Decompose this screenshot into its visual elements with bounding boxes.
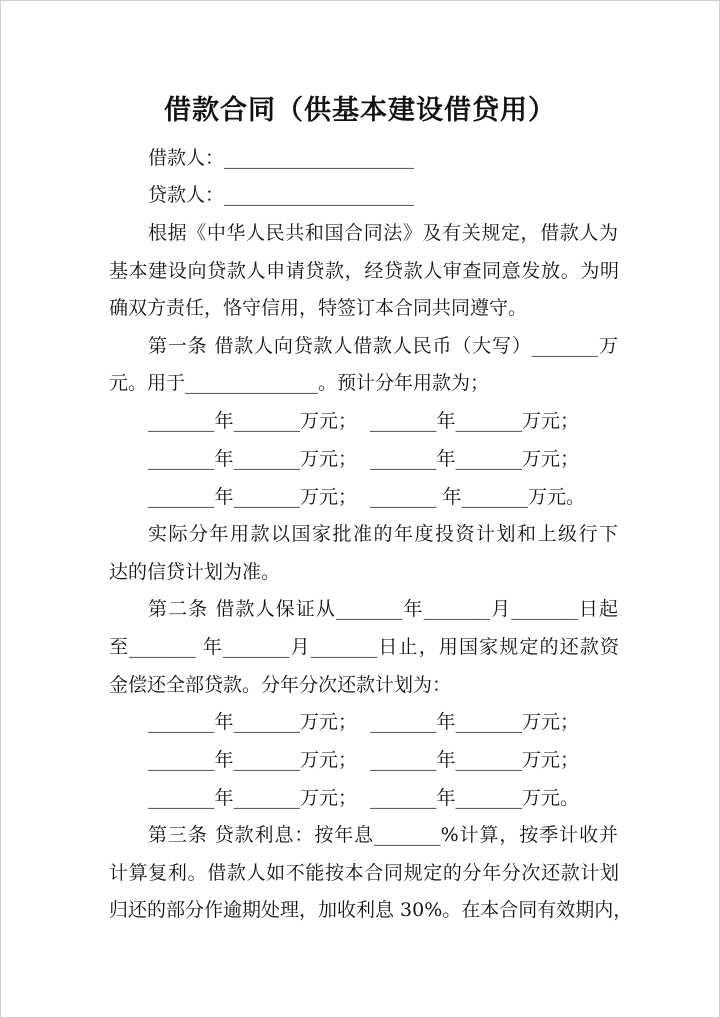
- repay-schedule-cell: _______年_______万元。: [370, 787, 580, 809]
- article3-line-2: 计算复利。借款人如不能按本合同规定的分年分次还款计划: [109, 862, 619, 884]
- document-title: 借款合同（供基本建设借贷用）: [164, 95, 556, 126]
- usage-schedule-cell: _______年_______万元；: [370, 410, 580, 432]
- preamble-line-3: 确双方责任，恪守信用，特签订本合同共同遵守。: [109, 297, 528, 319]
- repay-schedule-cell: _______年_______万元；: [148, 711, 358, 733]
- usage-schedule-cell: _______年_______万元；: [148, 448, 358, 470]
- preamble-line-2: 基本建设向贷款人申请贷款，经贷款人审查同意发放。为明: [109, 260, 619, 282]
- repay-schedule-cell: _______年_______万元；: [370, 711, 580, 733]
- usage-schedule-cell: _______年_______万元；: [370, 448, 580, 470]
- repay-schedule-cell: _______年_______万元；: [148, 787, 358, 809]
- repay-schedule-cell: _______年_______万元；: [148, 749, 358, 771]
- borrower-line: 借款人：____________________: [148, 147, 415, 169]
- repay-schedule-cell: _______年_______万元；: [370, 749, 580, 771]
- article2-line-3: 金偿还全部贷款。分年分次还款计划为：: [109, 674, 452, 696]
- article2-line-1: 第二条 借款人保证从_______年_______月_______日起: [148, 598, 618, 620]
- article1-line-2: 元。用于______________。预计分年用款为；: [109, 372, 490, 394]
- usage-schedule-cell: _______ 年_______万元。: [370, 486, 586, 508]
- article3-line-1: 第三条 贷款利息：按年息_______%计算，按季计收并: [148, 824, 618, 846]
- usage-note-line-2: 达的信贷计划为准。: [109, 561, 281, 583]
- lender-line: 贷款人：____________________: [148, 184, 415, 206]
- preamble-line-1: 根据《中华人民共和国合同法》及有关规定，借款人为: [148, 222, 618, 244]
- usage-note-line-1: 实际分年用款以国家批准的年度投资计划和上级行下: [148, 523, 618, 545]
- article2-line-2: 至_______ 年_______月_______日止，用国家规定的还款资: [109, 636, 619, 658]
- article1-line-1: 第一条 借款人向贷款人借款人民币（大写）_______万: [148, 335, 618, 357]
- usage-schedule-cell: _______年_______万元；: [148, 486, 358, 508]
- usage-schedule-cell: _______年_______万元；: [148, 410, 358, 432]
- article3-line-3: 归还的部分作逾期处理，加收利息 30%。在本合同有效期内，: [109, 899, 633, 921]
